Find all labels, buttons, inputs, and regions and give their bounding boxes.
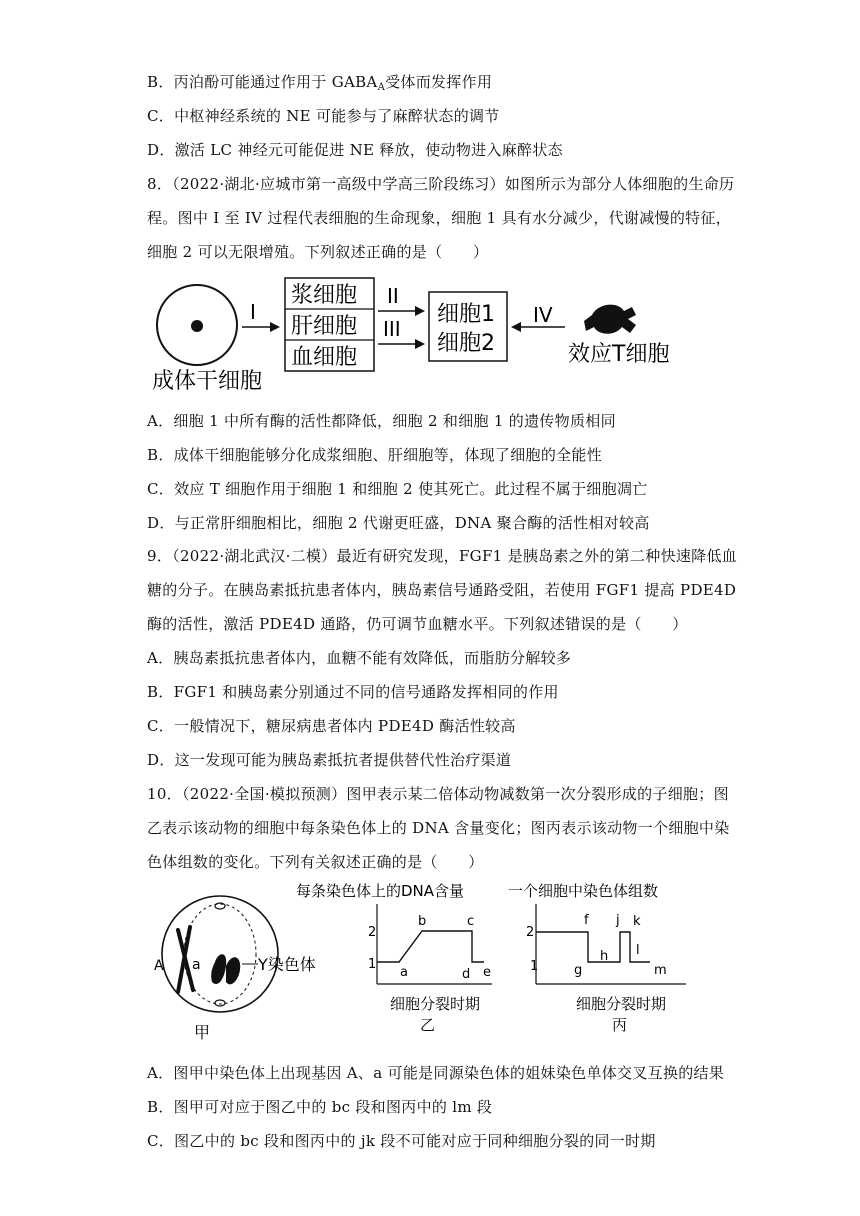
q10-figure-jia-cell xyxy=(140,882,350,1042)
q9-stem-line1: 9．（2022·湖北武汉·二模）最近有研究发现，FGF1 是胰岛素之外的第二种快速降低血 xyxy=(147,547,738,565)
arrow-ii-label: II xyxy=(387,284,399,308)
yi-y-tick-1: 1 xyxy=(368,957,377,972)
stem-cell-nucleus xyxy=(191,320,203,332)
cell-2-label: 细胞2 xyxy=(437,331,495,356)
q7-option-b-suffix: 受体而发挥作用 xyxy=(385,73,493,91)
liver-cell-label: 肝细胞 xyxy=(291,314,358,339)
bing-point-h: h xyxy=(600,949,609,964)
q9-option-a: A．胰岛素抵抗患者体内，血糖不能有效降低，而脂肪分解较多 xyxy=(147,649,572,667)
q8-option-d: D．与正常肝细胞相比，细胞 2 代谢更旺盛，DNA 聚合酶的活性相对较高 xyxy=(147,514,650,532)
yi-y-tick-2: 2 xyxy=(368,925,377,940)
q8-stem-line3: 细胞 2 可以无限增殖。下列叙述正确的是（ ） xyxy=(147,243,489,261)
gene-A-label: A xyxy=(154,958,164,974)
effector-t-cell-icon xyxy=(584,305,636,334)
figure-yi-caption: 乙 xyxy=(420,1016,436,1034)
q10-option-a: A．图甲中染色体上出现基因 A、a 可能是同源染色体的姐妹染色单体交叉互换的结果 xyxy=(147,1064,725,1082)
q8-stem-line1: 8．（2022·湖北·应城市第一高级中学高三阶段练习）如图所示为部分人体细胞的生命历 xyxy=(147,175,735,193)
q7-option-b-subscript: A xyxy=(377,82,386,93)
bing-point-j: j xyxy=(616,913,620,928)
cell-membrane xyxy=(162,896,278,1012)
bing-point-f: f xyxy=(584,913,589,928)
q7-option-b-prefix: B．丙泊酚可能通过作用于 GABA xyxy=(147,73,378,91)
gene-a-label: a xyxy=(192,957,201,973)
yi-point-b: b xyxy=(418,914,427,929)
effector-t-cell-label: 效应T细胞 xyxy=(568,342,670,367)
q10-stem-line3: 色体组数的变化。下列有关叙述正确的是（ ） xyxy=(147,853,484,871)
bing-point-m: m xyxy=(654,963,667,978)
arrow-iv-label: IV xyxy=(533,303,553,327)
y-chromosome xyxy=(211,954,240,984)
yi-point-d: d xyxy=(462,967,471,982)
cell-1-label: 细胞1 xyxy=(437,302,495,327)
plasma-cell-label: 浆细胞 xyxy=(291,283,358,308)
q7-option-b xyxy=(147,72,492,98)
yi-dna-curve xyxy=(377,931,484,962)
q7-option-c: C．中枢神经系统的 NE 可能参与了麻醉状态的调节 xyxy=(147,107,500,125)
centriole-bottom xyxy=(215,1000,225,1006)
q7-option-d: D．激活 LC 神经元可能促进 NE 释放，使动物进入麻醉状态 xyxy=(147,141,563,159)
bing-y-tick-2: 2 xyxy=(526,925,535,940)
blood-cell-label: 血细胞 xyxy=(291,345,358,370)
q8-option-b: B．成体干细胞能够分化成浆细胞、肝细胞等，体现了细胞的全能性 xyxy=(147,446,603,464)
figure-yi-title: 每条染色体上的DNA含量 xyxy=(296,882,465,900)
bing-point-l: l xyxy=(636,943,640,958)
yi-point-e: e xyxy=(483,965,491,980)
arrow-i-label: I xyxy=(250,300,256,324)
q8-option-c: C．效应 T 细胞作用于细胞 1 和细胞 2 使其死亡。此过程不属于细胞凋亡 xyxy=(147,480,648,498)
bing-x-label: 细胞分裂时期 xyxy=(576,995,667,1013)
q8-option-a: A．细胞 1 中所有酶的活性都降低，细胞 2 和细胞 1 的遗传物质相同 xyxy=(147,412,616,430)
figure-jia-caption: 甲 xyxy=(194,1023,211,1042)
q9-option-d: D．这一发现可能为胰岛素抵抗者提供替代性治疗渠道 xyxy=(147,751,512,769)
yi-point-a: a xyxy=(400,965,408,980)
q10-figure-yi-chart xyxy=(296,878,502,1040)
q10-stem-line2: 乙表示该动物的细胞中每条染色体上的 DNA 含量变化；图丙表示该动物一个细胞中染 xyxy=(147,819,730,837)
bing-y-tick-1: 1 xyxy=(530,959,539,974)
yi-x-label: 细胞分裂时期 xyxy=(390,995,481,1013)
bing-point-k: k xyxy=(633,914,641,929)
bing-chromosome-set-curve xyxy=(536,932,650,962)
q9-stem-line3: 酶的活性，激活 PDE4D 通路，仍可调节血糖水平。下列叙述错误的是（ ） xyxy=(147,615,688,633)
arrow-iii-label: III xyxy=(383,317,401,341)
yi-point-c: c xyxy=(467,914,475,929)
q8-stem-line2: 程。图中 I 至 IV 过程代表细胞的生命现象，细胞 1 具有水分减少，代谢减慢的特征， xyxy=(147,209,732,227)
q10-option-c: C．图乙中的 bc 段和图丙中的 jk 段不可能对应于同种细胞分裂的同一时期 xyxy=(147,1132,656,1150)
q10-figure-bing-chart xyxy=(508,878,708,1040)
figure-bing-title: 一个细胞中染色体组数 xyxy=(508,882,659,900)
figure-bing-caption: 丙 xyxy=(612,1016,628,1034)
q10-option-b: B．图甲可对应于图乙中的 bc 段和图丙中的 lm 段 xyxy=(147,1098,493,1116)
bing-point-g: g xyxy=(574,963,583,978)
q9-option-b: B．FGF1 和胰岛素分别通过不同的信号通路发挥相同的作用 xyxy=(147,683,559,701)
y-chromosome-label: Y染色体 xyxy=(258,955,316,974)
stem-cell-label: 成体干细胞 xyxy=(152,369,263,394)
q9-option-c: C．一般情况下，糖尿病患者体内 PDE4D 酶活性较高 xyxy=(147,717,516,735)
q8-cell-life-history-figure xyxy=(150,275,690,400)
centriole-top xyxy=(215,903,225,909)
q9-stem-line2: 糖的分子。在胰岛素抵抗患者体内，胰岛素信号通路受阻，若使用 FGF1 提高 PDE4D xyxy=(147,581,737,599)
q10-stem-line1: 10．（2022·全国·模拟预测）图甲表示某二倍体动物减数第一次分裂形成的子细胞；图 xyxy=(147,785,729,803)
